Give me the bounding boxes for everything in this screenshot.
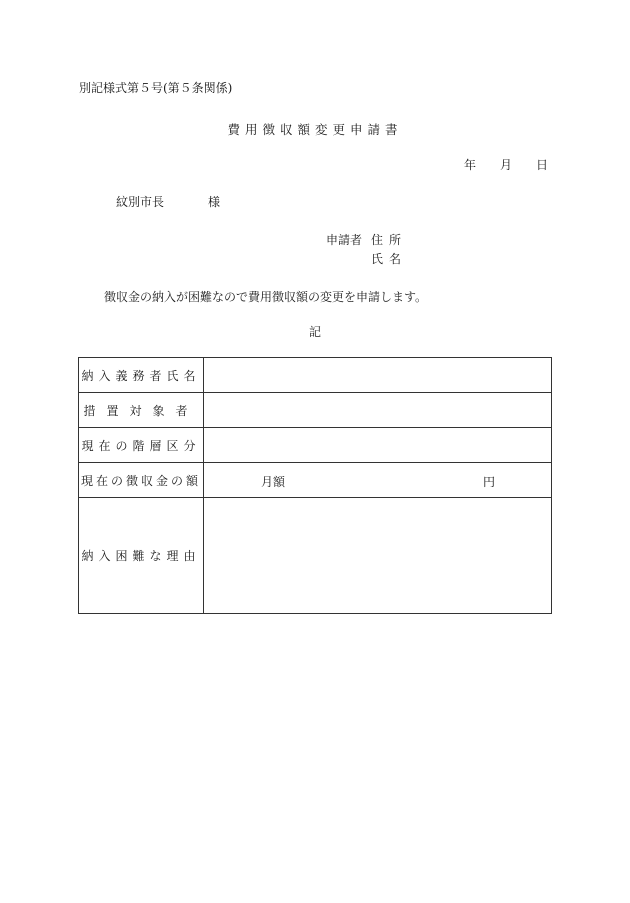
- table-row-current-amount: [79, 463, 552, 498]
- reason-label-cell: [79, 498, 204, 614]
- addressee-honorific: 様: [208, 195, 221, 209]
- payer-name-label: 納入義務者氏名: [81, 368, 201, 383]
- applicant-name-label: 氏名: [371, 252, 408, 266]
- applicant-address-label: 住所: [371, 233, 408, 247]
- current-amount-label-cell: [79, 463, 204, 498]
- addressee-name: 紋別市長: [116, 195, 165, 209]
- date-month-label: 月: [500, 158, 513, 172]
- yen-unit-label: 円: [483, 475, 496, 489]
- application-details-table: [78, 357, 552, 614]
- document-title: 費用徴収額変更申請書: [227, 122, 403, 137]
- bracket-label: 現在の階層区分: [81, 438, 201, 453]
- monthly-amount-label: 月額: [261, 475, 286, 489]
- subject-field[interactable]: [204, 393, 552, 428]
- applicant-label: 申請者: [326, 233, 363, 247]
- table-row-subject: [79, 393, 552, 428]
- reason-label: 納入困難な理由: [81, 549, 201, 563]
- subject-label: 措置対象者: [83, 403, 199, 418]
- table-row-bracket: [79, 428, 552, 463]
- payer-name-label-cell: [79, 358, 204, 393]
- current-amount-field[interactable]: [204, 463, 552, 498]
- ki-heading: 記: [308, 325, 321, 339]
- current-amount-label: 現在の徴収金の額: [80, 473, 201, 488]
- payer-name-field[interactable]: [204, 358, 552, 393]
- table-row-reason: [79, 498, 552, 614]
- reason-field[interactable]: [204, 498, 552, 614]
- subject-label-cell: [79, 393, 204, 428]
- date-year-label: 年: [464, 158, 477, 172]
- bracket-field[interactable]: [204, 428, 552, 463]
- table-row-payer-name: [79, 358, 552, 393]
- form-number: 別記様式第５号(第５条関係): [79, 81, 233, 95]
- date-day-label: 日: [536, 158, 549, 172]
- application-statement: 徴収金の納入が困難なので費用徴収額の変更を申請します。: [104, 290, 428, 304]
- bracket-label-cell: [79, 428, 204, 463]
